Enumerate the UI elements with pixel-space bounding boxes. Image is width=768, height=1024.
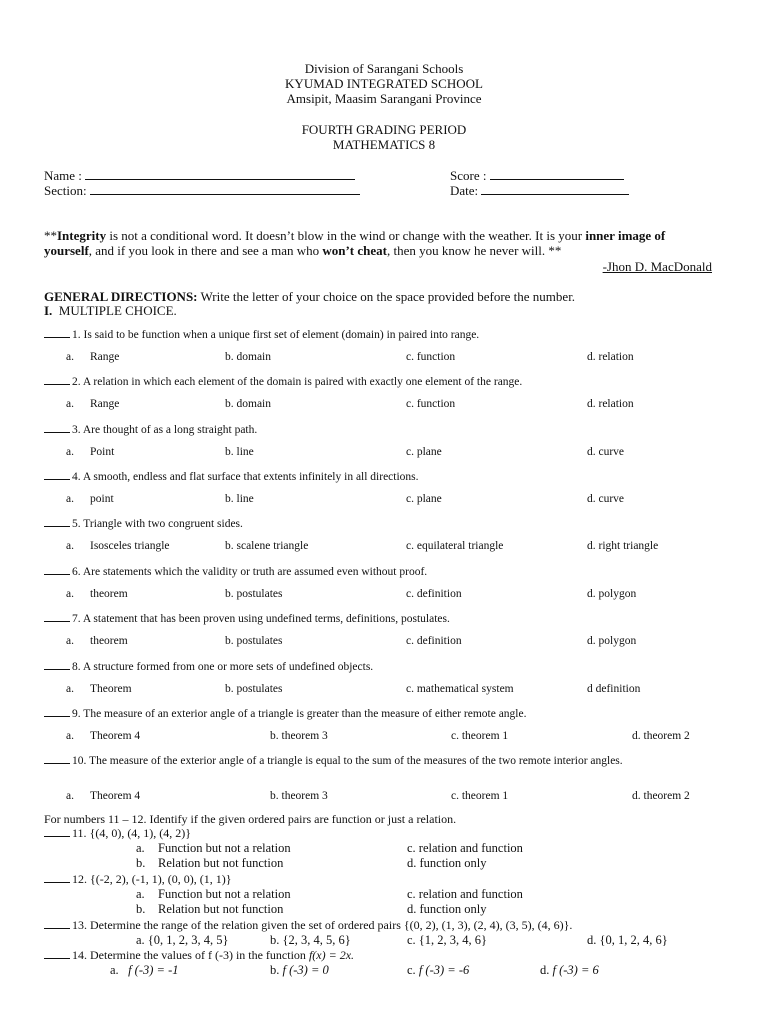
option-a-label: a. — [66, 588, 74, 600]
option-a-text: Function but not a relation — [158, 841, 291, 855]
section-title: MULTIPLE CHOICE. — [58, 303, 177, 318]
option-c — [451, 790, 508, 802]
part2-intro: For numbers 11 – 12. Identify if the given ordered pairs are function or just a relation. — [44, 812, 457, 826]
question-text: Determine the values of f (-3) in the function — [90, 948, 309, 962]
quote-author: -Jhon D. MacDonald — [602, 259, 712, 274]
option-c — [406, 398, 455, 410]
name-label: Name : — [44, 168, 82, 183]
question-text: A structure formed from one or more sets of undefined objects. — [82, 661, 374, 673]
question-number: 13. — [72, 918, 87, 932]
option-a — [66, 493, 114, 505]
option-b-text: b. postulates — [225, 683, 283, 695]
option-c — [407, 963, 469, 978]
directions-text: Write the letter of your choice on the space provided before the number. — [197, 289, 576, 304]
question-10 — [44, 753, 714, 768]
question-text: Determine the range of the relation given the set of ordered pairs {(0, 2), (1, 3), (2, 4), (3, 5), (4, 6)}. — [90, 918, 573, 932]
option-a — [66, 790, 141, 802]
quote-text-3: , then you know he never will. ** — [387, 243, 562, 258]
option-d — [587, 540, 658, 552]
question-5 — [44, 516, 714, 531]
question-number: 12. — [72, 872, 87, 886]
section-heading — [44, 303, 177, 319]
question-text: Are statements which the validity or truth are assumed even without proof. — [82, 566, 428, 578]
function-expression: f(x) = 2x. — [308, 948, 355, 962]
question-8 — [44, 659, 714, 674]
option-a-text: Range — [90, 351, 120, 363]
option-c — [451, 730, 508, 742]
option-c — [406, 540, 503, 552]
option-a-text: Range — [90, 398, 120, 410]
option-c-text: f (-3) = -6 — [418, 963, 470, 977]
option-c: c. relation and function — [407, 841, 523, 855]
question-text: Triangle with two congruent sides. — [83, 518, 243, 530]
question-text: A relation in which each element of the domain is paired with exactly one element of the range. — [82, 376, 523, 388]
question-14 — [44, 948, 354, 963]
date-label: Date: — [450, 183, 479, 198]
option-a — [66, 683, 132, 695]
option-b — [225, 398, 271, 410]
option-a: a. Function but not a relation — [136, 887, 291, 901]
question-3 — [44, 422, 714, 437]
option-c-text: c. plane — [406, 446, 442, 458]
option-d-text: d. right triangle — [587, 540, 659, 552]
option-a — [66, 351, 120, 363]
option-d-text: d. curve — [587, 446, 625, 458]
question-text: {(4, 0), (4, 1), (4, 2)} — [89, 826, 192, 840]
name-field — [44, 168, 355, 184]
option-a-label: a. — [66, 446, 74, 458]
option-d — [587, 683, 640, 695]
option-d-text: d. polygon — [587, 635, 637, 647]
question-number: 7. — [72, 613, 81, 625]
answer-blank[interactable] — [44, 918, 70, 929]
question-text: Is said to be function when a unique first set of element (domain) in paired into range. — [83, 329, 480, 341]
question-number: 11. — [72, 826, 87, 840]
option-b-text: b. postulates — [225, 588, 283, 600]
option-a-text: Theorem 4 — [90, 730, 141, 742]
question-number: 14. — [72, 948, 87, 962]
question-number: 9. — [72, 708, 81, 720]
question-4 — [44, 469, 714, 484]
answer-blank[interactable] — [44, 516, 70, 527]
quote-text-2: , and if you look in there and see a man who — [88, 243, 323, 258]
question-number: 2. — [72, 376, 81, 388]
option-d — [632, 790, 690, 802]
option-b — [270, 730, 328, 742]
question-text: {(-2, 2), (-1, 1), (0, 0), (1, 1)} — [90, 872, 232, 886]
quote-text-1: is not a conditional word. It doesn’t blow in the wind or change with the weather. It is your — [106, 228, 586, 243]
option-c — [406, 588, 462, 600]
question-number: 4. — [72, 471, 81, 483]
option-a-text: Theorem 4 — [90, 790, 141, 802]
option-b-text: b. theorem 3 — [270, 730, 328, 742]
option-d-label: d. — [540, 963, 550, 977]
question-number: 6. — [72, 566, 81, 578]
option-b — [270, 963, 329, 978]
section-label: Section: — [44, 183, 87, 198]
option-a-label: a. — [66, 635, 74, 647]
option-a-text: Isosceles triangle — [90, 540, 170, 552]
option-b-text: Relation but not function — [158, 902, 284, 916]
question-11 — [44, 826, 191, 841]
option-d-text: d. theorem 2 — [632, 790, 690, 802]
option-a: a. {0, 1, 2, 3, 4, 5} — [136, 933, 229, 947]
option-d-text: f (-3) = 6 — [552, 963, 599, 977]
answer-blank[interactable] — [44, 753, 70, 764]
question-text: A smooth, endless and flat surface that extents infinitely in all directions. — [82, 471, 419, 483]
option-a — [66, 540, 170, 552]
section-field — [44, 183, 360, 199]
option-d-text: d. polygon — [587, 588, 637, 600]
question-number: 3. — [72, 424, 81, 436]
question-12 — [44, 872, 231, 887]
header-school: KYUMAD INTEGRATED SCHOOL — [285, 76, 483, 91]
header-division: Division of Sarangani Schools — [304, 61, 464, 76]
option-b — [225, 588, 283, 600]
option-a-label: a. — [66, 493, 74, 505]
option-b — [225, 351, 271, 363]
option-b — [225, 446, 254, 458]
option-d — [587, 588, 636, 600]
question-text: The measure of the exterior angle of a triangle is equal to the sum of the measures of the two remote interior angles. — [89, 755, 623, 767]
option-a-label: a. — [66, 540, 74, 552]
question-number: 5. — [72, 518, 81, 530]
question-text: A statement that has been proven using undefined terms, definitions, postulates. — [82, 613, 450, 625]
answer-blank[interactable] — [44, 422, 70, 433]
option-c-label: c. — [407, 963, 416, 977]
option-c-text: c. function — [406, 398, 456, 410]
option-d: d. {0, 1, 2, 4, 6} — [587, 933, 668, 947]
option-c-text: c. theorem 1 — [451, 790, 509, 802]
section-number: I. — [44, 303, 53, 318]
option-c-text: c. mathematical system — [406, 683, 514, 695]
score-label: Score : — [450, 168, 487, 183]
option-b-text: b. domain — [225, 398, 271, 410]
option-d — [587, 446, 624, 458]
option-a-text: point — [90, 493, 114, 505]
quote-bold-wont-cheat: won’t cheat — [322, 243, 387, 258]
option-c: c. relation and function — [407, 887, 523, 901]
option-b — [225, 540, 308, 552]
option-d-text: d. relation — [587, 351, 634, 363]
question-text: The measure of an exterior angle of a triangle is greater than the measure of either remote angle. — [83, 708, 527, 720]
question-7 — [44, 611, 714, 626]
option-b: b. Relation but not function — [136, 902, 284, 916]
header-subject: MATHEMATICS 8 — [332, 137, 436, 152]
option-b-text: b. domain — [225, 351, 271, 363]
answer-blank[interactable] — [44, 469, 70, 480]
option-d: d. function only — [407, 902, 487, 916]
answer-blank[interactable] — [44, 826, 70, 837]
option-a — [110, 963, 179, 978]
date-field — [450, 183, 629, 199]
option-b — [225, 493, 254, 505]
answer-blank[interactable] — [44, 611, 70, 622]
option-c-text: c. equilateral triangle — [406, 540, 504, 552]
answer-blank[interactable] — [44, 564, 70, 575]
option-a — [66, 588, 128, 600]
question-number: 1. — [72, 329, 81, 341]
option-b-text: f (-3) = 0 — [282, 963, 329, 977]
question-6 — [44, 564, 714, 579]
option-c: c. {1, 2, 3, 4, 6} — [407, 933, 488, 947]
option-b — [225, 635, 283, 647]
option-b: b. Relation but not function — [136, 856, 284, 870]
option-d — [540, 963, 599, 978]
option-a-text: theorem — [90, 588, 128, 600]
option-a: a. Function but not a relation — [136, 841, 291, 855]
question-9 — [44, 706, 714, 721]
option-c-text: c. definition — [406, 635, 462, 647]
answer-blank[interactable] — [44, 659, 70, 670]
option-a — [66, 635, 128, 647]
question-number: 10. — [72, 755, 87, 767]
integrity-quote — [44, 228, 714, 258]
option-b-label: b. — [270, 963, 280, 977]
question-2 — [44, 374, 714, 389]
question-1 — [44, 327, 714, 342]
score-field — [450, 168, 624, 184]
option-b-text: Relation but not function — [158, 856, 284, 870]
option-d — [587, 398, 634, 410]
option-b — [270, 790, 328, 802]
section-blank[interactable] — [90, 183, 360, 195]
option-c-text: c. function — [406, 351, 456, 363]
question-text: Are thought of as a long straight path. — [82, 424, 258, 436]
option-b-text: b. line — [225, 493, 254, 505]
option-c — [406, 351, 455, 363]
option-a — [66, 398, 120, 410]
option-c-text: c. theorem 1 — [451, 730, 509, 742]
option-c — [406, 683, 514, 695]
option-a — [66, 446, 115, 458]
quote-bold-inner-image: inner image of yourself — [44, 228, 666, 258]
answer-blank[interactable] — [44, 948, 70, 959]
option-b — [225, 683, 283, 695]
option-a-text: Theorem — [90, 683, 132, 695]
answer-blank[interactable] — [44, 327, 70, 338]
option-d-text: d. theorem 2 — [632, 730, 690, 742]
option-c — [406, 446, 442, 458]
option-a-text: Point — [90, 446, 115, 458]
option-b-text: b. scalene triangle — [225, 540, 309, 552]
option-d — [587, 493, 624, 505]
option-a — [66, 730, 141, 742]
option-a-label: a. — [66, 790, 74, 802]
directions-label: GENERAL DIRECTIONS: — [44, 289, 198, 304]
option-c — [406, 635, 462, 647]
option-d-text: d. curve — [587, 493, 625, 505]
option-a-text: Function but not a relation — [158, 887, 291, 901]
option-b-text: b. postulates — [225, 635, 283, 647]
score-blank[interactable] — [490, 168, 624, 180]
answer-blank[interactable] — [44, 706, 70, 717]
option-d — [587, 635, 636, 647]
name-blank[interactable] — [85, 168, 355, 180]
question-13 — [44, 918, 572, 933]
option-a-label: a. — [110, 963, 119, 977]
option-a-label: a. — [66, 730, 74, 742]
answer-blank[interactable] — [44, 872, 70, 883]
answer-blank[interactable] — [44, 374, 70, 385]
header-address: Amsipit, Maasim Sarangani Province — [286, 91, 482, 106]
option-b-text: b. line — [225, 446, 254, 458]
option-c-text: c. definition — [406, 588, 462, 600]
question-number: 8. — [72, 661, 81, 673]
option-d: d. function only — [407, 856, 487, 870]
option-d — [587, 351, 634, 363]
option-b-text: b. theorem 3 — [270, 790, 328, 802]
option-c-text: c. plane — [406, 493, 442, 505]
option-a-text: f (-3) = -1 — [128, 963, 179, 977]
option-d-text: d definition — [587, 683, 641, 695]
option-a-text: theorem — [90, 635, 128, 647]
option-a-label: a. — [66, 398, 74, 410]
option-b: b. {2, 3, 4, 5, 6} — [270, 933, 351, 947]
quote-mark-open: ** — [44, 228, 57, 243]
option-c — [406, 493, 442, 505]
option-a-label: a. — [66, 683, 74, 695]
option-d — [632, 730, 690, 742]
date-blank[interactable] — [481, 183, 629, 195]
option-d-text: d. relation — [587, 398, 634, 410]
header-period: FOURTH GRADING PERIOD — [301, 122, 467, 137]
quote-bold-integrity: Integrity — [57, 228, 107, 243]
option-a-label: a. — [66, 351, 74, 363]
